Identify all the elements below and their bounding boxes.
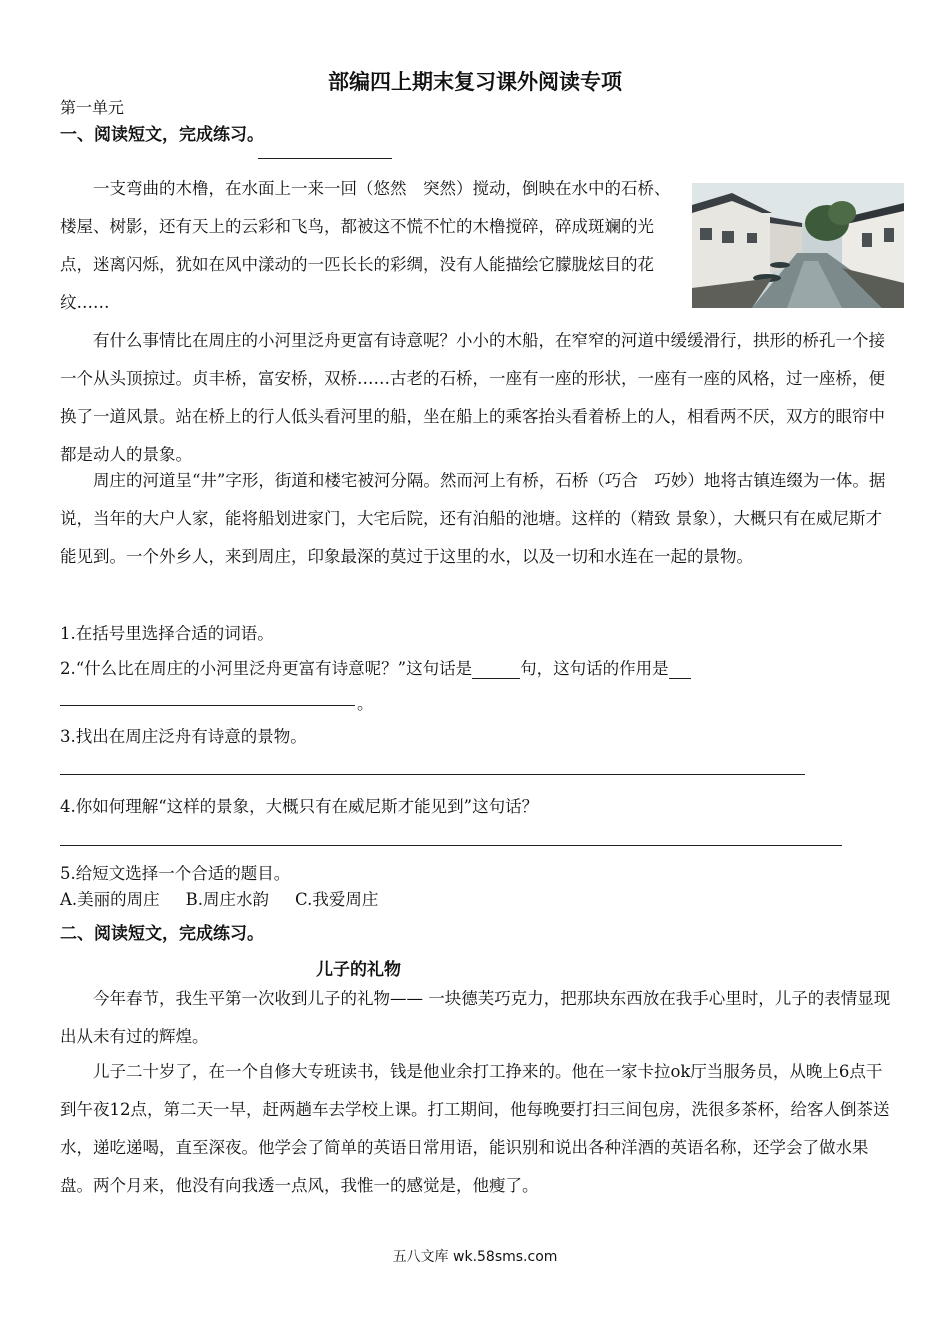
passage-paragraph-3: 周庄的河道呈“井”字形，街道和楼宅被河分隔。然而河上有桥，石桥（巧合 巧妙）地将古镇连缀为一体。据说，当年的大户人家，能将船划进家门，大宅后院，还有泊船的池塘。这样的（精致 景象），大概只有在威尼斯才能见到。一个外乡人，来到周庄，印象最深的莫过于这里的水，以及一切和水连在一起的景物。 [60, 471, 886, 566]
question-4-answer-line[interactable] [60, 845, 842, 846]
title-blank-line[interactable] [258, 158, 392, 159]
question-2 [60, 655, 691, 679]
footer-watermark: 五八文库 wk.58sms.com [392, 1249, 558, 1265]
question-3: 3.找出在周庄泛舟有诗意的景物。 [60, 727, 307, 746]
page-title: 部编四上期末复习课外阅读专项 [328, 69, 622, 94]
story-title: 儿子的礼物 [316, 960, 401, 980]
question-2-blank-2[interactable] [669, 659, 691, 679]
option-c[interactable]: C.我爱周庄 [295, 890, 379, 909]
story-paragraph-2: 儿子二十岁了，在一个自修大专班读书，钱是他业余打工挣来的。他在一家卡拉ok厅当服务员，从晚上6点干到午夜12点，第二天一早，赶两趟车去学校上课。打工期间，他每晚要打扫三间包房，洗很多茶杯，给客人倒茶送水，递吃递喝，直至深夜。他学会了简单的英语日常用语，能识别和说出各种洋酒的英语名称，还学会了做水果盘。两个月来，他没有向我透一点风，我惟一的感觉是，他瘦了。 [60, 1062, 890, 1195]
question-2-period: 。 [357, 694, 374, 713]
option-a[interactable]: A.美丽的周庄 [60, 890, 160, 909]
question-2-blank-1[interactable] [472, 659, 520, 679]
canal-town-photo [692, 183, 904, 308]
unit-label: 第一单元 [60, 98, 125, 117]
section-2-heading: 二、阅读短文，完成练习。 [60, 924, 264, 944]
passage-paragraph-1: 一支弯曲的木橹，在水面上一来一回（悠然 突然）搅动，倒映在水中的石桥、楼屋、树影，还有天上的云彩和飞鸟，都被这不慌不忙的木橹搅碎，碎成斑斓的光点，迷离闪烁，犹如在风中漾动的一匹长长的彩绸，没有人能描绘它朦胧炫目的花纹…… [60, 179, 671, 312]
question-5: 5.给短文选择一个合适的题目。 [60, 864, 291, 883]
passage-paragraph-2: 有什么事情比在周庄的小河里泛舟更富有诗意呢？小小的木船，在窄窄的河道中缓缓滑行，拱形的桥孔一个接一个从头顶掠过。贞丰桥，富安桥，双桥……古老的石桥，一座有一座的形状，一座有一座的风格，过一座桥，便换了一道风景。站在桥上的行人低头看河里的船，坐在船上的乘客抬头看着桥上的人，相看两不厌，双方的眼帘中都是动人的景象。 [60, 331, 885, 464]
question-5-options [60, 886, 404, 910]
question-3-answer-line[interactable] [60, 774, 805, 775]
story-paragraph-1: 今年春节，我生平第一次收到儿子的礼物—— 一块德芙巧克力，把那块东西放在我手心里时，儿子的表情显现出从未有过的辉煌。 [60, 989, 891, 1046]
question-2-text: 2.“什么比在周庄的小河里泛舟更富有诗意呢？”这句话是 [60, 659, 473, 678]
section-1-heading: 一、阅读短文，完成练习。 [60, 125, 264, 145]
question-4: 4.你如何理解“这样的景象，大概只有在威尼斯才能见到”这句话？ [60, 797, 539, 816]
question-2-answer-line[interactable] [60, 705, 355, 706]
option-b[interactable]: B.周庄水韵 [185, 890, 270, 909]
question-2-text-b: 句，这句话的作用是 [520, 659, 669, 678]
question-1: 1.在括号里选择合适的词语。 [60, 624, 274, 643]
